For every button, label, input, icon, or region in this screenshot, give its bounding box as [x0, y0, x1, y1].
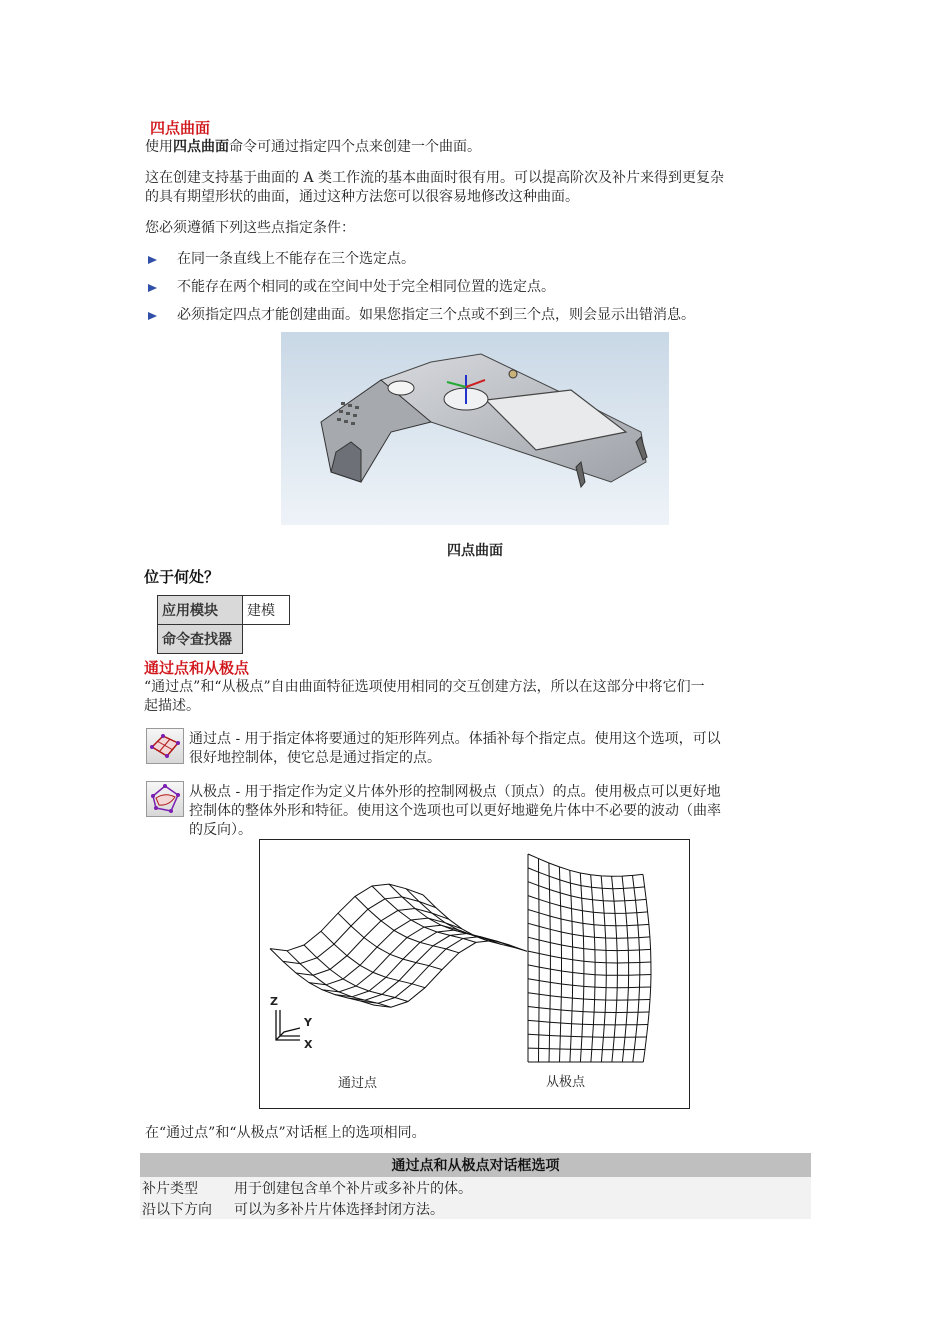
same-options-text: 在“通过点”和“从极点”对话框上的选项相同。 — [145, 1125, 426, 1141]
mesh-line — [528, 979, 651, 988]
mesh-line — [528, 896, 648, 914]
table-header-row — [140, 1153, 811, 1177]
axis-y-label: Y — [304, 1016, 312, 1029]
mesh-line — [528, 937, 651, 950]
options-table-header: 通过点和从极点对话框选项 — [140, 1153, 811, 1177]
bullet-arrow-icon — [148, 256, 157, 264]
mesh-line — [528, 1048, 645, 1050]
mesh-line — [355, 896, 459, 952]
bullet-arrow-icon — [148, 312, 157, 320]
option-description: 可以为多补片片体选择封闭方法。 — [232, 1198, 811, 1219]
location-value: 建模 — [243, 596, 290, 625]
mesh-line — [528, 993, 650, 1000]
mesh-line — [601, 876, 606, 1062]
mesh-line — [528, 882, 646, 901]
condition-item: 在同一条直线上不能存在三个选定点。 — [177, 251, 415, 267]
section2-paragraph-line1: “通过点”和“从极点”自由曲面特征选项使用相同的交互创建方法，所以在这部分中将它们一 — [144, 679, 705, 695]
through-points-figure-label: 通过点 — [338, 1076, 378, 1091]
intro-command-name: 四点曲面 — [173, 139, 229, 155]
through-points-desc-line2: 很好地控制体，使它总是通过指定的点。 — [189, 750, 441, 766]
mesh-line — [528, 1020, 648, 1025]
section2-title: 通过点和从极点 — [144, 659, 250, 677]
where-heading: 位于何处？ — [144, 568, 220, 586]
through-points-icon — [146, 728, 184, 764]
table-row — [140, 1177, 811, 1198]
location-value — [243, 625, 290, 654]
option-name: 沿以下方向 — [140, 1198, 232, 1219]
mesh-line — [528, 854, 643, 876]
table-row — [140, 1198, 811, 1219]
mesh-line — [528, 1007, 649, 1013]
from-poles-figure-label: 从极点 — [546, 1075, 586, 1090]
location-table — [157, 595, 290, 654]
mesh-line — [643, 874, 651, 1062]
mesh-line — [528, 951, 651, 963]
option-name: 补片类型 — [140, 1177, 232, 1198]
four-point-surface-figure — [281, 332, 669, 525]
mesh-line — [270, 949, 374, 1006]
mesh-line — [591, 875, 595, 1062]
mesh-line — [612, 876, 618, 1062]
location-key: 应用模块 — [158, 596, 243, 625]
mesh-line — [622, 876, 629, 1062]
mesh-line — [570, 870, 573, 1062]
mesh-line — [580, 873, 584, 1062]
mesh-line — [539, 859, 540, 1062]
bullet-arrow-icon — [148, 284, 157, 292]
mesh-line — [528, 1034, 647, 1037]
location-key: 命令查找器 — [158, 625, 243, 654]
mesh-line — [528, 868, 645, 889]
mesh-line — [633, 875, 640, 1062]
intro-suffix: 命令可通过指定四个点来创建一个曲面。 — [229, 139, 481, 155]
figure1-caption: 四点曲面 — [447, 543, 503, 559]
workflow-paragraph-line2: 的具有期望形状的曲面，通过这种方法您可以很容易地修改这种曲面。 — [145, 189, 579, 205]
condition-item: 必须指定四点才能创建曲面。如果您指定三个点或不到三个点，则会显示出错消息。 — [177, 307, 695, 323]
table-row — [158, 596, 290, 625]
from-poles-desc-line2: 控制体的整体外形和特征。使用这个选项也可以更好地避免片体中不必要的波动（曲率 — [189, 803, 721, 819]
option-description: 用于创建包含单个补片或多补片的体。 — [232, 1177, 811, 1198]
mesh-line — [528, 965, 651, 975]
surfaces-figure — [259, 839, 690, 1109]
table-row — [158, 625, 290, 654]
workflow-paragraph-line1: 这在创建支持基于曲面的 A 类工作流的基本曲面时很有用。可以提高阶次及补片来得到更复杂 — [145, 170, 725, 186]
options-table — [140, 1153, 811, 1219]
conditions-intro: 您必须遵循下列这些点指定条件： — [145, 220, 355, 236]
mesh-line — [549, 863, 551, 1062]
from-poles-desc-line1: 从极点 - 用于指定作为定义片体外形的控制网极点（顶点）的点。使用极点可以更好地 — [189, 784, 721, 800]
through-points-desc-line1: 通过点 - 用于指定体将要通过的矩形阵列点。体插补每个指定点。使用这个选项，可以 — [189, 731, 721, 747]
mesh-line — [287, 951, 391, 1007]
condition-item: 不能存在两个相同的或在空间中处于完全相同位置的选定点。 — [177, 279, 555, 295]
mesh-line — [559, 867, 561, 1062]
from-poles-icon — [146, 781, 184, 817]
section-title: 四点曲面 — [150, 119, 211, 137]
section2-paragraph-line2: 起描述。 — [144, 698, 200, 714]
mesh-line — [270, 884, 423, 951]
intro-paragraph — [145, 137, 481, 157]
axis-z-label: Z — [270, 995, 278, 1008]
intro-prefix: 使用 — [145, 139, 173, 155]
axis-x-label: X — [304, 1038, 313, 1051]
surfaces-drawing — [260, 840, 689, 1108]
from-poles-desc-line3: 的反向）。 — [189, 822, 252, 838]
mesh-line — [321, 931, 425, 987]
mesh-line — [406, 889, 510, 946]
